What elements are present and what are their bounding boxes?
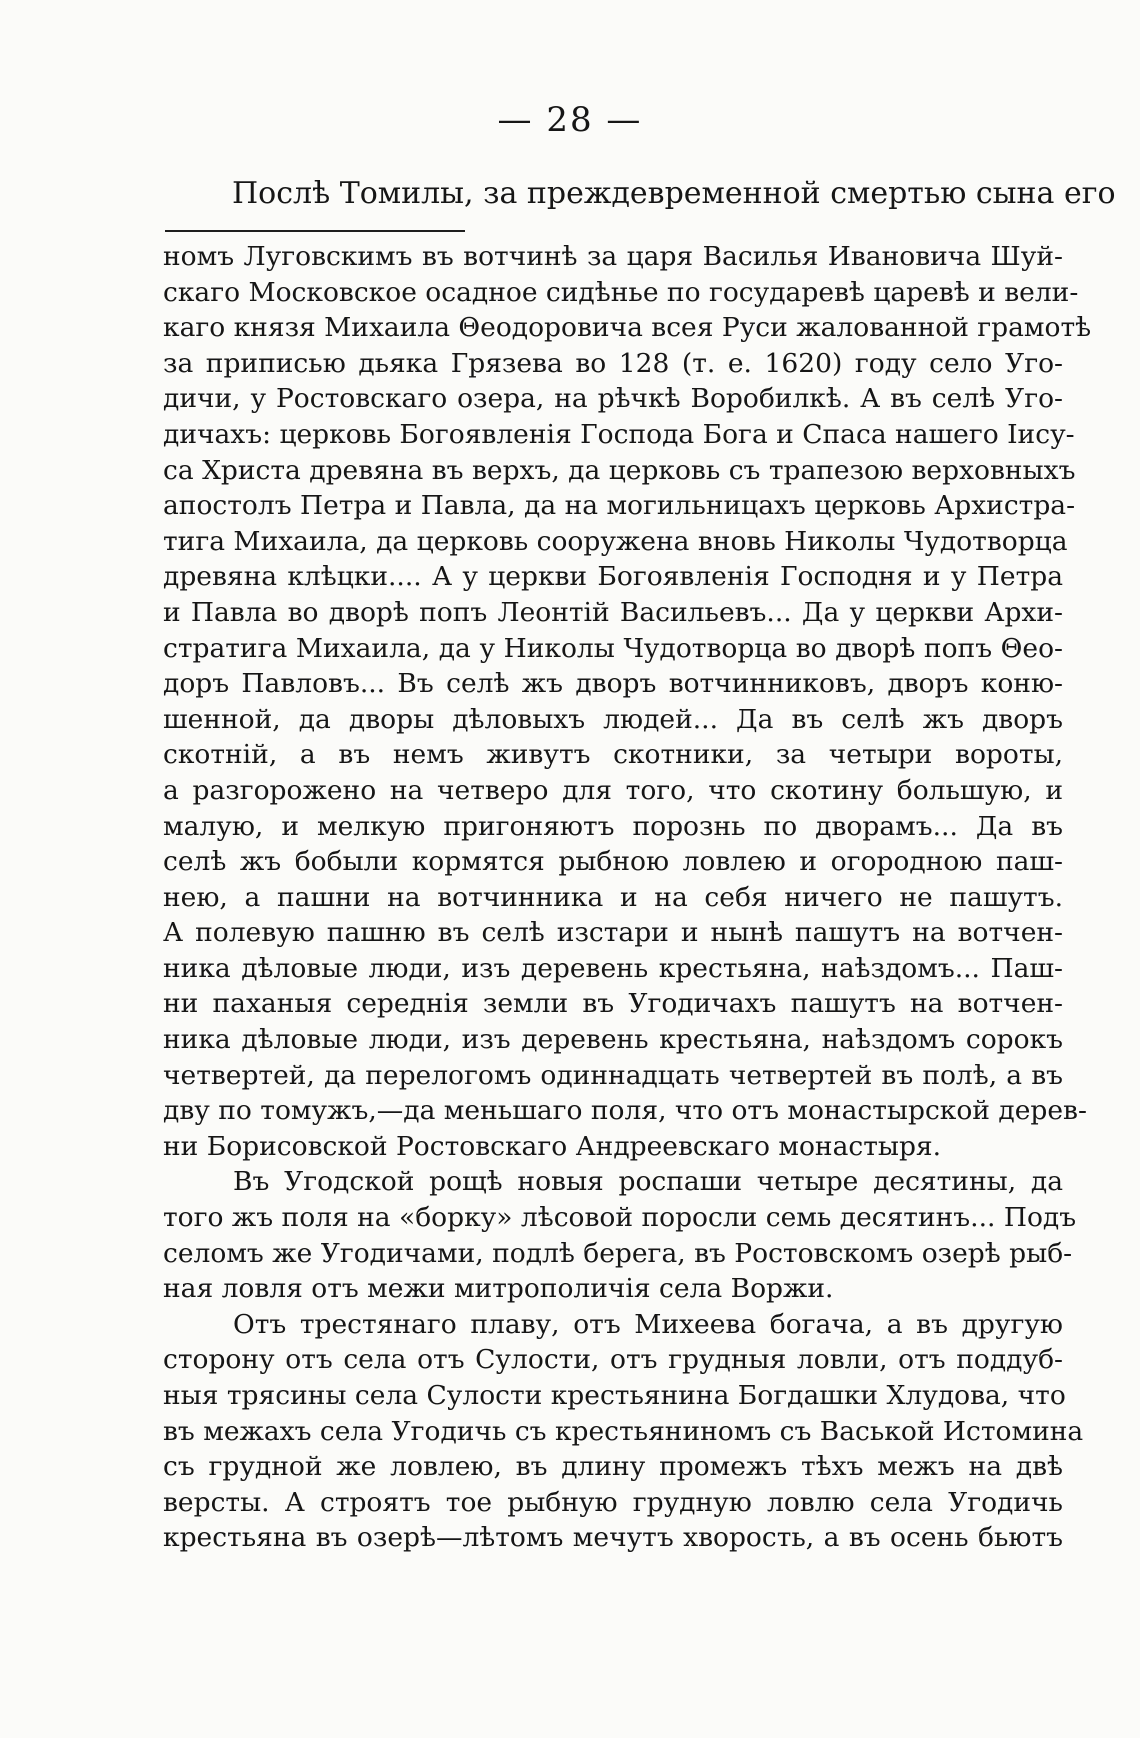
text-line: съ грудной же ловлею, въ длину промежъ тѣхъ межъ на двѣ bbox=[163, 1451, 1063, 1483]
text-line: дву по томужъ,—да меньшаго поля, что отъ монастырской дерев- bbox=[163, 1095, 1087, 1127]
text-line: малую, и мелкую пригоняютъ порознь по дворамъ... Да въ bbox=[163, 810, 1063, 842]
text-line: дичахъ: церковь Богоявленія Господа Бога и Спаса нашего Іису- bbox=[163, 418, 1075, 450]
text-line: ни Борисовской Ростовскаго Андреевскаго монастыря. bbox=[163, 1130, 942, 1162]
text-line: четвертей, да перелогомъ одиннадцать четвертей въ полѣ, а въ bbox=[163, 1059, 1063, 1091]
text-line: ни паханыя середнія земли въ Угодичахъ пашутъ на вотчен- bbox=[163, 988, 1063, 1020]
text-line: версты. А строятъ тое рыбную грудную ловлю села Угодичь bbox=[163, 1486, 1063, 1518]
text-line: того жъ поля на «борку» лѣсовой поросли семь десятинъ... Подъ bbox=[163, 1202, 1077, 1234]
text-line: ника дѣловые люди, изъ деревень крестьяна, наѣздомъ сорокъ bbox=[163, 1024, 1063, 1056]
text-line: ника дѣловые люди, изъ деревень крестьяна, наѣздомъ... Паш- bbox=[163, 952, 1063, 984]
text-line: стратига Михаила, да у Николы Чудотворца во дворѣ попъ Θео- bbox=[163, 632, 1063, 664]
text-line: ная ловля отъ межи митрополичія села Воржи. bbox=[163, 1273, 834, 1305]
text-line: древяна клѣцки.... А у церкви Богоявленія Господня и у Петра bbox=[163, 561, 1063, 593]
text-line: нею, а пашни на вотчинника и на себя ничего не пашутъ. bbox=[163, 881, 1063, 913]
text-line: А полевую пашню въ селѣ изстари и нынѣ пашутъ на вотчен- bbox=[163, 917, 1063, 949]
text-line: номъ Луговскимъ въ вотчинѣ за царя Василья Ивановича Шуй- bbox=[163, 241, 1063, 272]
text-line: са Христа древяна въ верхъ, да церковь съ трапезою верховныхъ bbox=[163, 454, 1076, 486]
text-line: за приписью дьяка Грязева во 128 (т. е. 1620) году село Уго- bbox=[163, 347, 1063, 379]
text-line: доръ Павловъ... Въ селѣ жъ дворъ вотчинниковъ, дворъ коню- bbox=[163, 668, 1063, 700]
text-line: дичи, у Ростовскаго озера, на рѣчкѣ Воробилкѣ. А въ селѣ Уго- bbox=[163, 383, 1063, 415]
text-line: селомъ же Угодичами, подлѣ берега, въ Ростовскомъ озерѣ рыб- bbox=[163, 1237, 1073, 1269]
page-number: — 28 — bbox=[497, 100, 643, 140]
heading-line: Послѣ Томилы, за преждевременной смертью сына его bbox=[232, 176, 1116, 211]
text-line: тига Михаила, да церковь сооружена вновь Николы Чудотворца bbox=[163, 525, 1068, 557]
text-line: крестьяна въ озерѣ—лѣтомъ мечутъ хворость, а въ осень бьютъ bbox=[163, 1522, 1063, 1554]
text-line: и Павла во дворѣ попъ Леонтій Васильевъ... Да у церкви Архи- bbox=[163, 596, 1063, 628]
text-line: въ межахъ села Угодичь съ крестьяниномъ съ Васькой Истомина bbox=[163, 1415, 1084, 1447]
text-line: шенной, да дворы дѣловыхъ людей... Да въ селѣ жъ дворъ bbox=[163, 703, 1063, 735]
text-line: ныя трясины села Сулости крестьянина Богдашки Хлудова, что bbox=[163, 1380, 1066, 1411]
text-line: каго князя Михаила Θеодоровича всея Руси жалованной грамотѣ bbox=[163, 312, 1092, 344]
text-line: селѣ жъ бобыли кормятся рыбною ловлею и огородною паш- bbox=[163, 846, 1063, 878]
footnote-rule bbox=[165, 230, 465, 232]
text-line: скотній, а въ немъ живутъ скотники, за четыри вороты, bbox=[163, 739, 1063, 771]
text-line: Отъ трестянаго плаву, отъ Михеева богача, а въ другую bbox=[233, 1308, 1063, 1340]
text-line: сторону отъ села отъ Сулости, отъ грудныя ловли, отъ поддуб- bbox=[163, 1344, 1063, 1376]
text-line: а разгорожено на четверо для того, что скотину большую, и bbox=[163, 774, 1063, 806]
body-text bbox=[163, 239, 1092, 1556]
text-line: Въ Угодской рощѣ новыя роспаши четыре десятины, да bbox=[233, 1166, 1063, 1198]
text-line: апостолъ Петра и Павла, да на могильницахъ церковь Архистра- bbox=[163, 490, 1076, 522]
text-line: скаго Московское осадное сидѣнье по государевѣ царевѣ и вели- bbox=[163, 276, 1079, 308]
